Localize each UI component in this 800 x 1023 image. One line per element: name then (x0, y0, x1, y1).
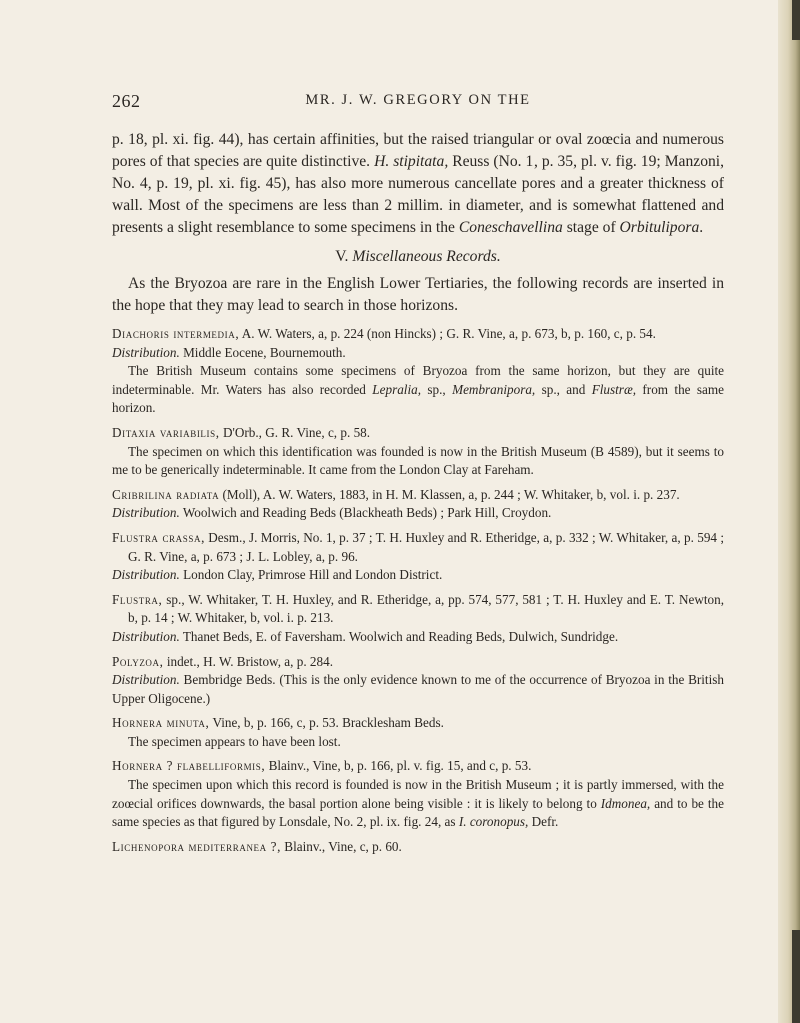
taxon-name: Flustra crassa, (112, 529, 205, 545)
page-edge-shadow (778, 0, 800, 1023)
record-hornera-flabelliformis: Hornera ? flabelliformis, Blainv., Vine, b, p. 166, pl. v. fig. 15, and c, p. 53. The specimen upon which this record is founded is now in the British Museum ; it is partly immersed, with the zoœcial orifices downwards, the basal portion alone being visible : it is likely to belong to Idmonea, and to be the same species as that figured by Lonsdale, No. 2, pl. ix. fig. 24, as I. coronopus, Defr. (112, 758, 724, 830)
page-header (112, 91, 724, 115)
record-lichenopora: Lichenopora mediterranea ?, Blainv., Vine, c, p. 60. (112, 838, 402, 854)
intro-paragraph: p. 18, pl. xi. fig. 44), has certain affinities, but the raised triangular or oval zoœcia and numerous pores of that species are quite distinctive. H. stipitata, Reuss (No. 1, p. 35, pl. v. fig. 19; Manzoni, No. 4, p. 19, pl. xi. fig. 45), has also more numerous cancellate pores and a greater thickness of wall. Most of the specimens are less than 2 millim. in diameter, and is somewhat flattened and presents a slight resemblance to some specimens in the Coneschavellina stage of Orbitulipora. (112, 131, 725, 236)
taxon-name: Diachoris intermedia, (112, 326, 240, 341)
binding-shadow (792, 930, 800, 1023)
record-polyzoa: Polyzoa, indet., H. W. Bristow, a, p. 284. Distribution. Bembridge Beds. (This is the only evidence known to me of the occurrence of Bryozoa in the British Upper Oligocene.) (112, 653, 724, 706)
document-page (112, 91, 724, 856)
record-diachoris: Diachoris intermedia, A. W. Waters, a, p. 224 (non Hincks) ; G. R. Vine, a, p. 673, b, p. 160, c, p. 54. Distribution. Middle Eocene, Bournemouth. The British Museum contains some specimens of Bryozoa from the same horizon, but they are quite indeterminable. Mr. Waters has also recorded Lepralia, sp., Membranipora, sp., and Flustræ, from the same horizon. (112, 326, 724, 416)
binding-shadow (792, 0, 800, 40)
record-flustra-sp: Flustra, sp., W. Whitaker, T. H. Huxley, and R. Etheridge, a, pp. 574, 577, 581 ; T. H. Huxley and E. T. Newton, b, p. 14 ; W. Whitaker, b, vol. i. p. 213. Distribution. Thanet Beds, E. of Faversham. Woolwich and Reading Beds, Dulwich, Sundridge. (112, 591, 724, 644)
running-head: MR. J. W. GREGORY ON THE (305, 92, 531, 108)
taxon-name: Lichenopora mediterranea ?, (112, 838, 281, 854)
page-number: 262 (112, 91, 141, 111)
taxon-name: Hornera minuta, (112, 715, 210, 731)
taxon-name: Hornera ? flabelliformis, (112, 758, 266, 774)
record-flustra-crassa: Flustra crassa, Desm., J. Morris, No. 1, p. 37 ; T. H. Huxley and R. Etheridge, a, p. 332 ; W. Whitaker, a, p. 594 ; G. R. Vine, a, p. 673 ; J. L. Lobley, a, p. 96. Distribution. London Clay, Primrose Hill and London District. (112, 529, 724, 583)
record-cribrilina: Cribrilina radiata (Moll), A. W. Waters, 1883, in H. M. Klassen, a, p. 244 ; W. Whitaker, b, vol. i. p. 237. Distribution. Woolwich and Reading Beds (Blackheath Beds) ; Park Hill, Croydon. (112, 486, 680, 521)
taxon-name: Flustra, (112, 591, 163, 607)
section-lead-paragraph: As the Bryozoa are rare in the English Lower Tertiaries, the following records are inserted in the hope that they may lead to search in those horizons. (112, 275, 724, 314)
records-list (112, 325, 724, 856)
record-ditaxia: Ditaxia variabilis, D'Orb., G. R. Vine, c, p. 58. The specimen on which this identification was founded is now in the British Museum (B 4589), but it seems to me to be generically indeterminable. It came from the London Clay at Fareham. (112, 424, 724, 478)
taxon-name: Polyzoa, (112, 653, 164, 669)
taxon-name: Ditaxia variabilis, (112, 424, 220, 440)
record-hornera-minuta: Hornera minuta, Vine, b, p. 166, c, p. 53. Bracklesham Beds. The specimen appears to have been lost. (112, 715, 444, 749)
taxon-name: Cribrilina radiata (112, 486, 220, 502)
section-heading: V. Miscellaneous Records. (335, 248, 501, 265)
